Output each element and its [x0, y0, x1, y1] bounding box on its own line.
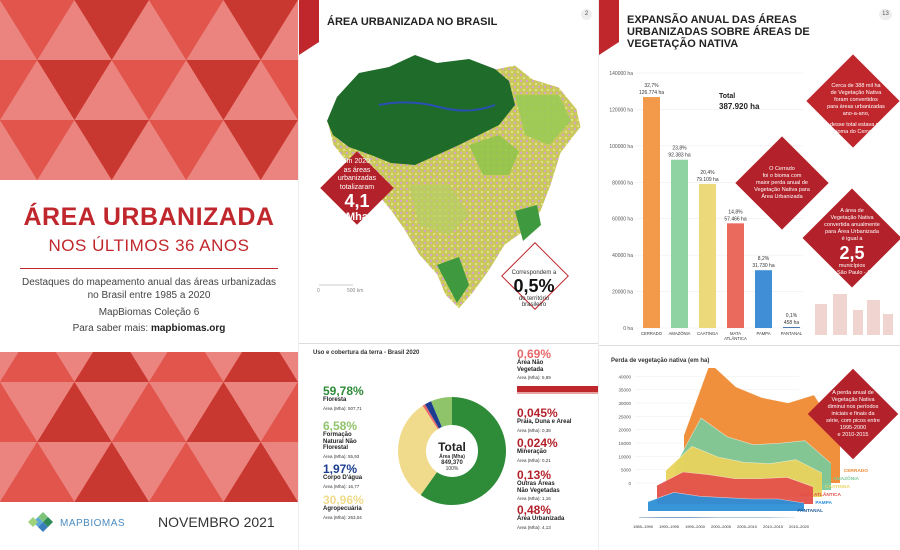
- section-divider-2: [599, 345, 900, 346]
- scale-zero: 0: [317, 288, 320, 294]
- landcover-left-name: Florestal: [323, 445, 349, 451]
- area-xtick-label: 1995–2000: [684, 524, 706, 529]
- landcover-right-area: Área (Mha): 4,13: [517, 524, 551, 530]
- bar-ytick-label: 60000 ha: [612, 216, 633, 223]
- bar-value-label: 458 ha: [783, 320, 800, 327]
- bar-ytick-label: 80000 ha: [612, 180, 633, 187]
- note3-line: convertida anualmente: [824, 222, 880, 228]
- note1-line: para áreas urbanizadas: [827, 104, 885, 110]
- area-series-label: PANTANAL: [797, 509, 823, 514]
- note1-line: ano-a-ano,: [842, 111, 870, 117]
- bar-category-label: ATLÂNTICA: [724, 336, 747, 341]
- area-series-label: CAATINGA: [825, 485, 850, 490]
- bar: [671, 160, 688, 328]
- landcover-left-pct: 30,96%: [323, 493, 364, 507]
- donut-total-value: 849,370: [441, 460, 463, 466]
- badge1-value: 4,1: [344, 191, 370, 211]
- area-series-label: PAMPA: [815, 501, 832, 506]
- map-panel: [298, 0, 599, 550]
- landcover-left-pct: 6,58%: [323, 419, 358, 433]
- cover-collection: MapBiomas Coleção 6: [98, 307, 200, 318]
- sao-paulo-skyline: [811, 290, 896, 335]
- area-xtick-label: 2015–2020: [788, 524, 810, 529]
- donut-total-label: Total: [438, 440, 466, 454]
- bar-pct-label: 8,2%: [757, 256, 770, 263]
- area-ytick-label: 15000: [618, 441, 631, 446]
- cover-title: ÁREA URBANIZADA: [23, 203, 275, 231]
- cover-desc-1: Destaques do mapeamento anual das áreas urbanizadas: [21, 277, 277, 288]
- bar: [783, 327, 800, 328]
- landcover-left-item: [323, 420, 359, 459]
- landcover-left-name: Natural Não: [323, 438, 357, 445]
- note1-line: de Vegetação Nativa: [830, 90, 882, 96]
- mapbiomas-logo-text: MAPBIOMAS: [60, 518, 126, 529]
- badge2-bottom-0: do território: [518, 296, 550, 302]
- page-number: 2: [581, 9, 592, 20]
- landcover-left-name: Corpo D'água: [323, 475, 363, 481]
- note4-text: [813, 390, 893, 439]
- cover-link-line: [0, 323, 298, 334]
- bar-ytick-label: 120000 ha: [609, 107, 633, 114]
- badge1-unit: Mha: [346, 211, 368, 223]
- area-ytick-label: 25000: [618, 414, 631, 420]
- landcover-right-area: Área (Mha): 0,38: [517, 427, 551, 433]
- badge1-intro-2: urbanizadas: [337, 175, 377, 182]
- badge2-bottom-1: brasileiro: [521, 302, 547, 308]
- bar-title-3: VEGETAÇÃO NATIVA: [627, 38, 739, 50]
- bar-total-label: Total: [719, 93, 736, 100]
- mapbiomas-link[interactable]: mapbiomas.org: [150, 323, 226, 334]
- note3-line: Vegetação Nativa: [830, 215, 874, 221]
- bar-total-value: 387.920 ha: [719, 102, 760, 111]
- note2-text: [741, 166, 823, 201]
- bar-ytick-label: 140000 ha: [609, 71, 633, 77]
- landcover-right-name: Outras Áreas: [517, 481, 555, 487]
- badge1-intro-0: Em 2020,: [342, 158, 372, 165]
- note3-line: A área de: [840, 208, 864, 214]
- badge2-top: Correspondem a: [511, 270, 557, 276]
- bar-pct-label: 0,1%: [785, 313, 798, 320]
- map-page-title: ÁREA URBANIZADA NO BRASIL: [327, 16, 498, 28]
- note4-line: série, com picos entre: [826, 418, 880, 424]
- area-ytick-label: 5000: [620, 467, 631, 473]
- donut-center: [422, 440, 482, 472]
- note1-line: desse total estava no: [830, 122, 882, 128]
- landcover-right-pct: 0,045%: [517, 406, 558, 420]
- area-ytick-label: 20000: [618, 427, 631, 433]
- note3-line: é igual a: [841, 236, 863, 242]
- landcover-left-name: Agropecuária: [323, 506, 362, 512]
- landcover-right-name: Vegetada: [517, 366, 544, 373]
- landcover-title: Uso e cobertura da terra - Brasil 2020: [313, 350, 420, 356]
- bar-value-label: 126.774 ha: [638, 90, 665, 97]
- mapbiomas-logo-icon: [28, 511, 58, 533]
- note4-line: diminui nos períodos: [827, 404, 879, 410]
- area-ytick-label: 0: [628, 481, 631, 486]
- bar-value-label: 79.109 ha: [696, 176, 719, 183]
- landcover-left-pct: 1,97%: [323, 462, 358, 476]
- landcover-right-pct: 0,69%: [517, 347, 552, 361]
- area-xtick-label: 2005–2010: [736, 524, 758, 529]
- page-number-2: 13: [879, 9, 892, 20]
- landcover-left-area: Área (Mha): 55,93: [323, 453, 360, 459]
- badge2-value: 0,5%: [513, 276, 555, 296]
- area-chart-title: Perda de vegetação nativa (em ha): [611, 358, 710, 364]
- note3-text: [811, 208, 893, 277]
- area-series-label: AMAZÔNIA: [833, 477, 859, 482]
- bar-ytick-label: 100000 ha: [609, 143, 633, 150]
- bar-category-label: CERRADO: [641, 331, 662, 336]
- area-series-label: CERRADO: [843, 469, 868, 474]
- note3-line: municípios: [838, 263, 866, 269]
- landcover-right-area: Área (Mha): 5,89: [517, 375, 551, 380]
- area-xtick-label: 1985–1990: [632, 524, 654, 529]
- note4-line: e 2010-2015: [837, 432, 869, 438]
- landcover-right-item: [517, 504, 564, 530]
- note2-line: foi o bioma com: [762, 173, 802, 179]
- bar-pct-label: 32,7%: [644, 83, 659, 90]
- bar-page-title: [627, 14, 810, 50]
- territory-badge-text: [494, 270, 574, 308]
- note3-line: de São Paulo - SP: [829, 270, 875, 276]
- landcover-right-item: [517, 437, 558, 463]
- bar: [755, 270, 772, 328]
- bar-title-1: EXPANSÃO ANUAL DAS ÁREAS: [627, 14, 797, 26]
- bar-title-2: URBANIZADAS SOBRE ÁREAS DE: [627, 26, 810, 38]
- scale-label: 500 km: [347, 288, 364, 294]
- landcover-right-item: [517, 469, 560, 501]
- chart-panel: [598, 0, 900, 550]
- landcover-left-item: [323, 463, 362, 489]
- note4-line: 1995-2000: [839, 425, 867, 431]
- donut-total-sub: Área (Mha): [439, 454, 465, 460]
- area-xtick-label: 2010–2015: [762, 524, 784, 529]
- bar-category-label: AMAZÔNIA: [668, 331, 691, 336]
- donut-total-pct: 100%: [445, 466, 459, 472]
- bar: [699, 184, 716, 328]
- landcover-right-item: [517, 348, 551, 380]
- cover-subtitle: NOS ÚLTIMOS 36 ANOS: [48, 236, 250, 255]
- bar-value-label: 57.466 ha: [724, 216, 747, 223]
- landcover-right-name: Não Vegetadas: [517, 487, 560, 494]
- landcover-left-area: Área (Mha): 507,71: [323, 405, 362, 411]
- note2-line: Vegetação Nativa para: [754, 187, 810, 193]
- landcover-right-area: Área (Mha): 0,21: [517, 457, 551, 463]
- note4-line: A perda anual de: [832, 390, 874, 396]
- link-prefix: Para saber mais:: [72, 323, 149, 334]
- note1-line: foram convertidos: [834, 97, 878, 103]
- landcover-right-pct: 0,13%: [517, 468, 552, 482]
- landcover-left-pct: 59,78%: [323, 384, 364, 398]
- area-ytick-label: 35000: [618, 387, 631, 393]
- note3-value: 2,5: [839, 243, 865, 263]
- area-ytick-label: 40000: [618, 374, 631, 380]
- bar-pct-label: 20,4%: [700, 169, 715, 176]
- landcover-left-name: Floresta: [323, 397, 347, 403]
- bar-category-label: CAATINGA: [696, 331, 719, 336]
- bar-pct-label: 23,8%: [672, 145, 687, 152]
- bottom-triangle-pattern: [0, 352, 298, 502]
- bar-value-label: 31.730 ha: [752, 263, 775, 270]
- bar-ytick-label: 40000 ha: [612, 253, 633, 260]
- landcover-left-area: Área (Mha): 263,04: [323, 514, 362, 520]
- area-xtick-label: 2000–2005: [710, 524, 732, 529]
- landcover-right-item: [517, 407, 571, 433]
- landcover-right-pct: 0,024%: [517, 436, 558, 450]
- area-series-label: MATA ATLÂNTICA: [799, 493, 841, 498]
- note2-line: maior perda anual de: [756, 180, 808, 186]
- landcover-left-area: Área (Mha): 16,77: [323, 483, 360, 489]
- landcover-left-name: Formação: [323, 432, 352, 438]
- bar-category-label: PAMPA: [756, 331, 771, 336]
- note1-line: Cerca de 388 mil ha: [831, 83, 881, 89]
- area-xtick-label: 1990–1995: [658, 524, 680, 529]
- note3-line: para Área Urbanizada: [825, 229, 879, 235]
- note2-line: O Cerrado: [769, 166, 795, 172]
- note2-line: Área Urbanizada: [761, 194, 803, 200]
- bar-ytick-label: 20000 ha: [612, 289, 633, 296]
- landcover-right-name: Área Urbanizada: [517, 516, 565, 522]
- bar: [727, 223, 744, 328]
- badge1-intro-1: as áreas: [343, 166, 371, 174]
- bar: [643, 97, 660, 328]
- landcover-right-pct: 0,48%: [517, 503, 552, 517]
- top-triangle-pattern: [0, 0, 298, 180]
- landcover-right-name: Área Não: [517, 360, 544, 366]
- landcover-right-name: Praia, Duna e Areal: [517, 419, 572, 425]
- note1-line: bioma do Cerrado.: [833, 129, 879, 135]
- urban-area-badge-text: [317, 158, 397, 223]
- bar-ytick-label: 0 ha: [623, 326, 633, 332]
- bar-value-label: 92.383 ha: [668, 152, 691, 159]
- landcover-left-item: [323, 385, 364, 411]
- cover-date: NOVEMBRO 2021: [158, 514, 275, 530]
- cover-desc-2: no Brasil entre 1985 a 2020: [87, 290, 211, 301]
- area-ytick-label: 10000: [618, 454, 631, 460]
- badge1-intro-3: totalizaram: [339, 183, 375, 191]
- bar-category-label: MATA: [729, 331, 742, 336]
- bar-category-label: PANTANAL: [780, 331, 803, 336]
- note1-text: [815, 83, 897, 136]
- note4-line: Vegetação Nativa: [831, 397, 875, 403]
- cover-panel: [0, 0, 298, 550]
- cover-divider: [20, 268, 278, 269]
- landcover-left-item: [323, 494, 364, 520]
- landcover-right-area: Área (Mha): 1,16: [517, 496, 551, 501]
- note4-line: iniciais e finais da: [831, 411, 875, 417]
- area-ytick-label: 30000: [618, 401, 631, 406]
- bar-pct-label: 14,8%: [728, 209, 743, 216]
- landcover-right-name: Mineração: [517, 449, 547, 455]
